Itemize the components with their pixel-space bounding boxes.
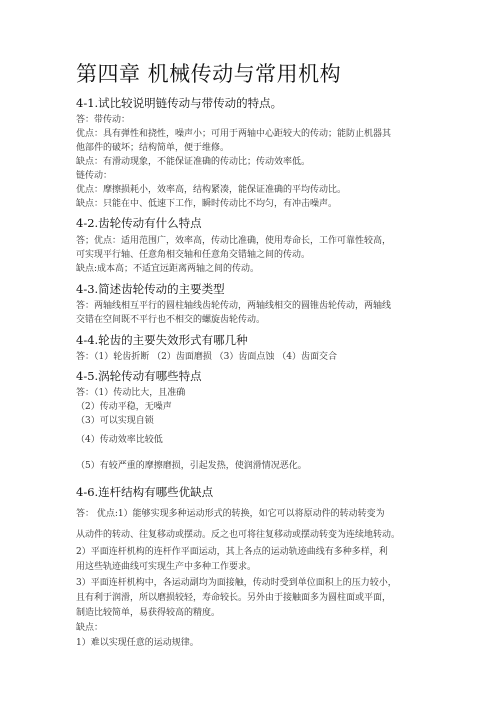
answer-line: 他部件的破坏；结构简单，便于维修。 — [76, 143, 230, 153]
answer-line: 3）平面连杆机构中，各运动副均为面接触，传动时受到单位面积上的压力较小， — [76, 578, 397, 588]
answer-line: 答： 优点:1）能够实现多种运动形式的转换，如它可以将原动件的转动转变为 — [76, 509, 385, 519]
chapter-title: 第四章 机械传动与常用机构 — [76, 62, 342, 86]
answer-line: 用这些轨迹曲线可实现生产中多种工作要求。 — [76, 562, 257, 572]
answer-line: 缺点：有滑动现象，不能保证准确的传动比；传动效率低。 — [76, 157, 311, 167]
answer-line: 优点：具有弹性和挠性，噪声小；可用于两轴中心距较大的传动；能防止机器其 — [76, 129, 392, 139]
answer-line: 2）平面连杆机构的连杆作平面运动，其上各点的运动轨迹曲线有多种多样，利 — [76, 547, 388, 557]
answer-line: 可实现平行轴、任意角相交轴和任意角交错轴之间的传动。 — [76, 250, 311, 260]
answer-line: 1）难以实现任意的运动规律。 — [76, 638, 199, 648]
answer-line: 缺点： — [76, 623, 104, 633]
answer-line: 缺点:成本高；不适宜远距离两轴之间的传动。 — [76, 264, 260, 274]
question-4-3: 4-3.简述齿轮传动的主要类型 — [76, 282, 225, 296]
answer-line: 答：两轴线相互平行的圆柱轴线齿轮传动，两轴线相交的圆锥齿轮传动，两轴线 — [76, 301, 392, 311]
answer-line: （3）可以实现自锁 — [76, 416, 154, 426]
answer-line: 优点：摩擦损耗小，效率高，结构紧凑，能保证准确的平均传动比。 — [76, 185, 347, 195]
answer-line: 答：（1）传动比大，且准确 — [76, 388, 186, 398]
answer-line: 缺点：只能在中、低速下工作，瞬时传动比不均匀，有冲击噪声。 — [76, 199, 338, 209]
question-4-6: 4-6.连杆结构有哪些优缺点 — [76, 485, 214, 499]
answer-line: 答：（1）轮齿折断 （2）齿面磨损 （3）齿面点蚀 （4）齿面交合 — [76, 352, 337, 362]
answer-line: （4）传动效率比较低 — [76, 435, 163, 445]
answer-line: 且有利于润滑，所以磨损较轻，寿命较长。另外由于接触面多为圆柱面或平面， — [76, 593, 392, 603]
answer-line: 答：带传动： — [76, 115, 131, 125]
answer-line: 答；优点：适用范围广，效率高，传动比准确，使用寿命长，工作可靠性较高， — [76, 236, 392, 246]
question-4-4: 4-4.轮齿的主要失效形式有哪几种 — [76, 333, 248, 347]
answer-line: （2）传动平稳，无噪声 — [76, 402, 172, 412]
answer-line: （5）有较严重的摩擦磨损，引起发热，使润滑情况恶化。 — [76, 461, 307, 471]
answer-line: 制造比较简单，易获得较高的精度。 — [76, 608, 221, 618]
question-4-5: 4-5.涡轮传动有哪些特点 — [76, 369, 202, 383]
answer-line: 从动件的转动、往复移动或摆动。反之也可将往复移动或摆动转变为连续地转动。 — [76, 530, 401, 540]
answer-line: 链传动： — [76, 171, 113, 181]
question-4-2: 4-2.齿轮传动有什么特点 — [76, 216, 202, 230]
question-4-1: 4-1.试比较说明链传动与带传动的特点。 — [76, 96, 283, 110]
answer-line: 交错在空间既不平行也不相交的螺旋齿轮传动。 — [76, 315, 266, 325]
